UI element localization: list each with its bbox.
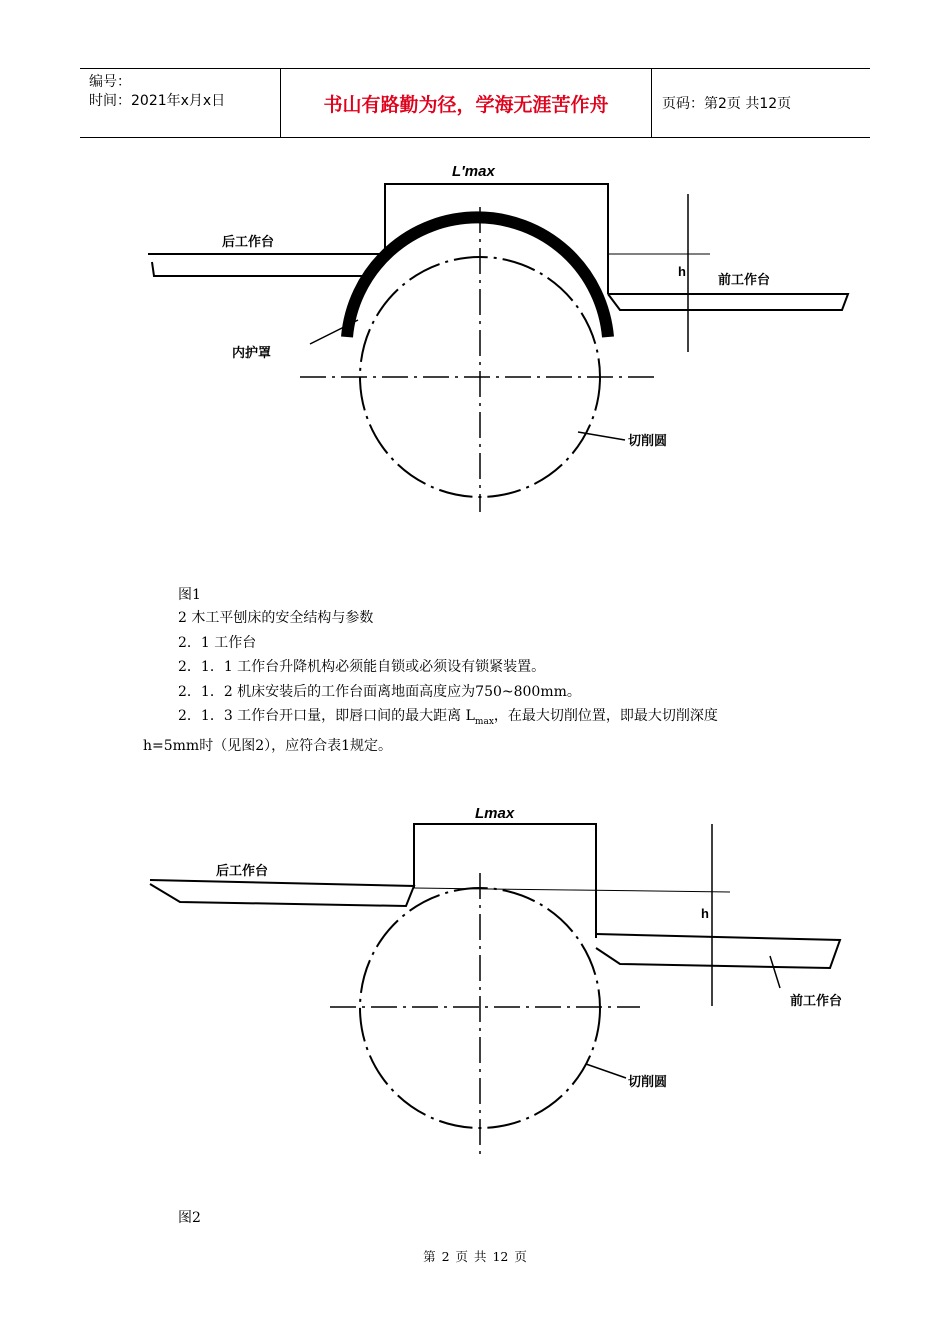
paragraph-2-1-1: 2．1．1 工作台升降机构必须能自锁或必须设有锁紧装置。: [178, 659, 546, 675]
cutter-leader: [586, 1064, 626, 1078]
header-page-info: 页码：第2页 共12页: [662, 96, 792, 112]
inner-guard-label: 内护罩: [232, 345, 272, 360]
rear-table-label: 后工作台: [216, 863, 269, 878]
front-table: [608, 294, 848, 310]
rear-table: [148, 254, 385, 276]
paragraph-2-1-3: [178, 704, 718, 734]
paragraph-2-1-3-continued: h=5mm时（见图2），应符合表1规定。: [143, 738, 393, 755]
figure-1-diagram: [130, 152, 860, 537]
page-header: [80, 68, 870, 138]
header-meta: [80, 69, 281, 137]
number-label: 编号：: [89, 74, 131, 90]
front-table: [596, 934, 840, 968]
lmax-bracket: [385, 184, 608, 294]
cutter-label: 切削圆: [628, 433, 668, 448]
cutter-label: 切削圆: [628, 1074, 668, 1089]
h-label: h: [701, 906, 709, 921]
figure-1-caption: 图1: [178, 587, 201, 603]
h-label: h: [678, 264, 686, 279]
paragraph-2-1-3-start: 2．1．3 工作台开口量，即唇口间的最大距离 L: [178, 708, 475, 724]
rear-table-label: 后工作台: [222, 234, 275, 249]
rear-table: [150, 880, 414, 906]
paragraph-2-1-2: 2．1．2 机床安装后的工作台面离地面高度应为750~800mm。: [178, 683, 581, 700]
page-footer: 第 2 页 共 12 页: [423, 1249, 527, 1264]
lmax-bracket: [414, 824, 596, 938]
figure-2-diagram: [130, 788, 860, 1173]
inner-guard: [347, 217, 608, 337]
front-table-label: 前工作台: [790, 993, 843, 1008]
lmax-label: L′max: [452, 163, 495, 180]
paragraph-2-1-3-end: ，在最大切削位置，即最大切削深度: [493, 708, 718, 724]
body-text: [143, 606, 718, 759]
section-heading: 2 木工平刨床的安全结构与参数: [178, 610, 374, 626]
figure-1: [130, 152, 860, 537]
time-label: 时间：2021年x月x日: [89, 93, 226, 109]
subsection-heading: 2．1 工作台: [178, 634, 257, 651]
lmax-label: Lmax: [475, 805, 515, 822]
front-table-label: 前工作台: [718, 272, 771, 287]
figure-2-caption: 图2: [178, 1210, 201, 1226]
figure-2: [130, 788, 860, 1173]
lmax-subscript: max: [474, 716, 494, 727]
front-table-leader: [770, 956, 780, 988]
header-motto: 书山有路勤为径，学海无涯苦作舟: [281, 69, 652, 137]
